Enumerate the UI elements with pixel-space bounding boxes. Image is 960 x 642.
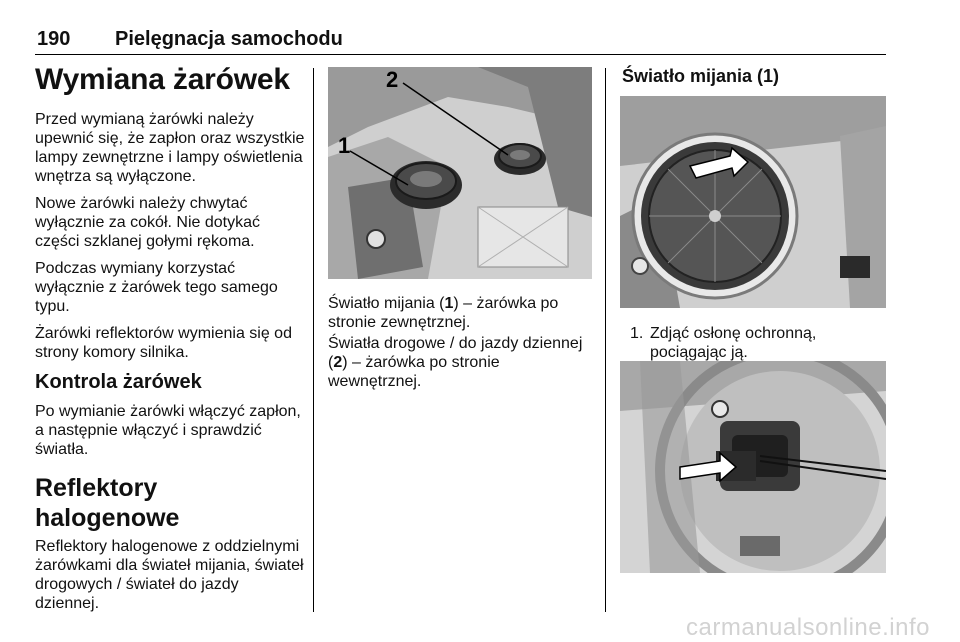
text-column — [35, 62, 305, 621]
section-title: Wymiana żarówek — [35, 63, 290, 96]
watermark: carmanualsonline.info — [686, 614, 930, 641]
header-rule — [35, 54, 886, 55]
paragraph: Podczas wymiany korzystać wyłącznie z żarówek tego samego typu. — [35, 260, 278, 315]
paragraph: Żarówki reflektorów wymienia się od strony komory silnika. — [35, 325, 292, 361]
headlamp-rear-illustration — [328, 67, 592, 279]
subheading: Kontrola żarówek — [35, 371, 202, 393]
bulb-connector-illustration — [620, 361, 886, 573]
step-text: Zdjąć osłonę ochronną, pociągając ją. — [650, 325, 817, 361]
step-number: 1. — [630, 325, 644, 342]
figure-caption: Światła drogowe / do jazdy dziennej (2) – żarówka po stronie wewnętrznej. — [328, 335, 583, 390]
figure-caption: Światło mijania (1) – żarówka po stronie zewnętrznej. — [328, 295, 559, 331]
subsection-title: Światło mijania (1) — [622, 66, 780, 86]
paragraph: Po wymianie żarówki włączyć zapłon, a następnie włączyć i sprawdzić światła. — [35, 403, 301, 458]
protective-cover-illustration — [620, 96, 886, 308]
callout-label: 2 — [386, 67, 399, 92]
column-divider-left — [313, 68, 314, 612]
instruction-step — [630, 324, 880, 362]
paragraph: Reflektory halogenowe z oddzielnymi żarówkami dla świateł mijania, świateł drogowych / świateł do jazdy dziennej. — [35, 538, 304, 612]
callout-label: 1 — [338, 133, 351, 158]
section-heading: Reflektory halogenowe — [35, 474, 180, 532]
column-divider-right — [605, 68, 606, 612]
page-number: 190 — [37, 28, 71, 50]
paragraph: Nowe żarówki należy chwytać wyłącznie za cokół. Nie dotykać części szklanej gołymi rękoma. — [35, 195, 260, 250]
running-title: Pielęgnacja samochodu — [115, 28, 343, 50]
paragraph: Przed wymianą żarówki należy upewnić się, że zapłon oraz wszystkie lampy zewnętrzne i lampy oświetlenia wnętrza są wyłączone. — [35, 111, 305, 185]
